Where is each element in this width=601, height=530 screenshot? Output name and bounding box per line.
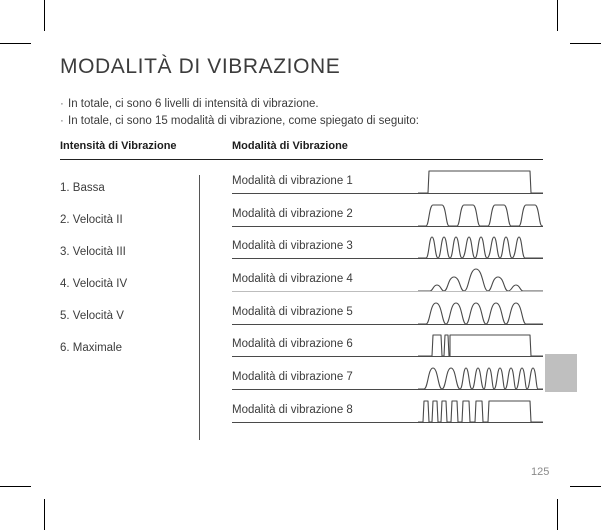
list-item: 3. Velocità III [60,246,126,258]
waveform-path [418,401,543,422]
mode-label: Modalità di vibrazione 8 [232,403,353,416]
column-divider [199,175,200,440]
crop-mark-top-right-vertical [557,0,558,31]
mode-rule [232,356,543,357]
note-line [60,113,540,130]
page-number: 125 [531,466,550,478]
page-title: MODALITÀ DI VIBRAZIONE [60,55,341,78]
mode-label: Modalità di vibrazione 6 [232,338,353,351]
mode-rule [232,291,543,292]
mode-label: Modalità di vibrazione 3 [232,240,353,253]
crop-mark-top-left-vertical [44,0,45,31]
mode-rule [232,193,543,194]
mode-rule [232,389,543,390]
note-line [60,96,540,113]
mode-label: Modalità di vibrazione 4 [232,273,353,286]
list-item: 1. Bassa [60,182,105,194]
table-header [60,140,543,160]
list-item: 6. Maximale [60,342,122,354]
page-edge-tab [545,354,577,392]
table-header-rule [60,159,543,160]
column-header-intensity: Intensità di Vibrazione [60,140,177,152]
waveform-path [418,269,543,291]
mode-label: Modalità di vibrazione 5 [232,305,353,318]
vibration-mode-list [232,172,543,434]
intensity-level-list [60,180,190,372]
mode-rule [232,226,543,227]
crop-mark-bottom-right-horizontal [570,486,601,487]
crop-mark-top-left-horizontal [0,43,31,44]
column-header-mode: Modalità di Vibrazione [232,140,348,152]
mode-rule [232,258,543,259]
list-item: 5. Velocità V [60,310,124,322]
list-item: 2. Velocità II [60,214,123,226]
crop-mark-bottom-left-horizontal [0,486,31,487]
waveform-path [418,171,543,193]
mode-row [232,401,543,434]
bullet-glyph: · [60,98,64,110]
waveform-path [418,368,543,389]
waveform-path [418,237,543,258]
list-item: 4. Velocità IV [60,278,128,290]
intro-notes [60,96,540,130]
waveform-path [418,303,543,324]
crop-mark-bottom-right-vertical [557,499,558,530]
mode-label: Modalità di vibrazione 2 [232,207,353,220]
note-text: In totale, ci sono 15 modalità di vibrazione, come spiegato di seguito: [68,115,419,127]
waveform-path [418,335,543,356]
note-text: In totale, ci sono 6 livelli di intensità di vibrazione. [68,98,319,110]
mode-rule [232,422,543,423]
mode-rule [232,324,543,325]
crop-mark-top-right-horizontal [570,43,601,44]
waveform-path [418,205,543,226]
bullet-glyph: · [60,115,64,127]
mode-label: Modalità di vibrazione 1 [232,175,353,187]
mode-label: Modalità di vibrazione 7 [232,371,353,384]
crop-mark-bottom-left-vertical [44,499,45,530]
